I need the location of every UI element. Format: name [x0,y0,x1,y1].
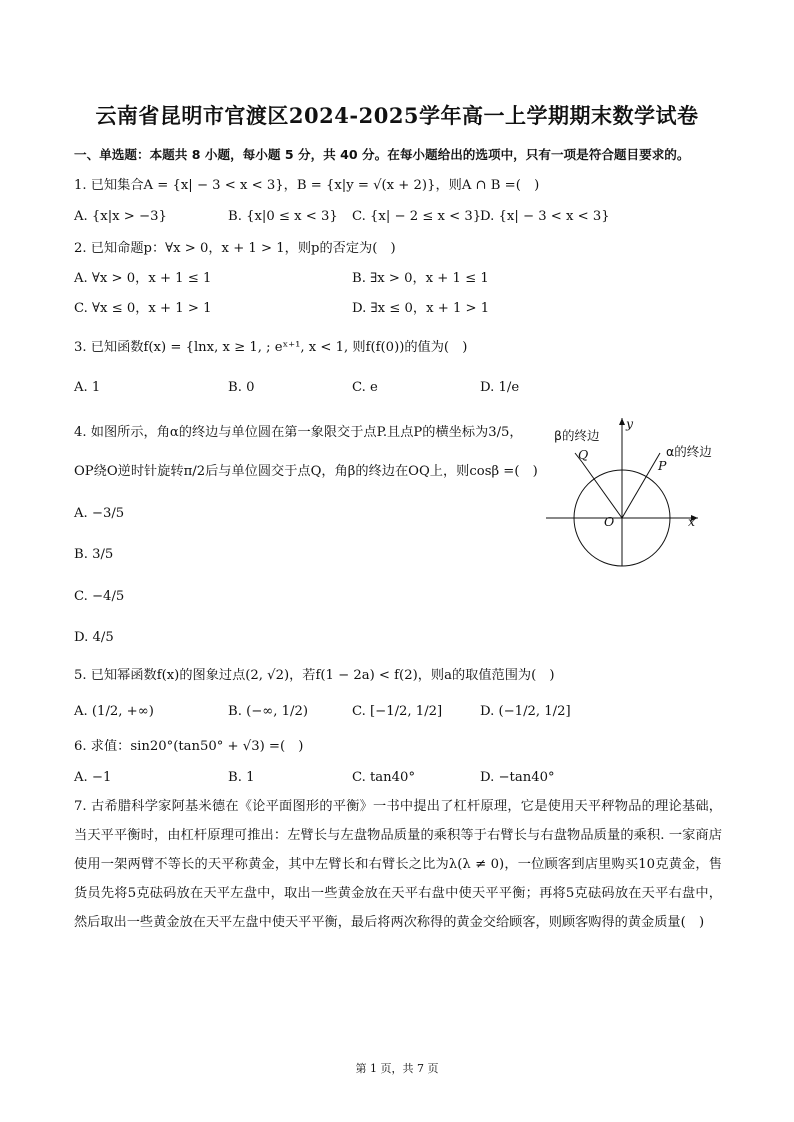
question-3-stem: 3. 已知函数f(x) = {lnx, x ≥ 1, ; eˣ⁺¹, x < 1, 则f(f(0))的值为( ) [74,340,468,355]
question-5-option-b[interactable]: B. (−∞, 1/2) [228,704,309,719]
question-2-option-d[interactable]: D. ∃x ≤ 0，x + 1 > 1 [352,301,490,316]
question-6-stem: 6. 求值：sin20°(tan50° + √3) =( ) [74,739,304,754]
question-4-stem-line1: 4. 如图所示，角α的终边与单位圆在第一象限交于点P.且点P的横坐标为3/5， [74,425,523,440]
label-alpha-terminal: α的终边 [666,444,712,459]
label-point-q: Q [578,447,589,462]
question-3-option-b[interactable]: B. 0 [228,380,255,395]
label-origin: O [604,514,615,529]
question-3-option-d[interactable]: D. 1/e [480,380,520,395]
question-2-option-b[interactable]: B. ∃x > 0，x + 1 ≤ 1 [352,271,489,286]
question-1-option-c[interactable]: C. {x| − 2 ≤ x < 3} [352,209,482,224]
question-6-option-a[interactable]: A. −1 [74,770,112,785]
question-3-option-c[interactable]: C. e [352,380,378,395]
question-2-stem: 2. 已知命题p：∀x > 0，x + 1 > 1，则p的否定为( ) [74,241,396,256]
question-5-option-d[interactable]: D. (−1/2, 1/2] [480,704,571,719]
question-1-option-d[interactable]: D. {x| − 3 < x < 3} [480,209,610,224]
question-1-option-b[interactable]: B. {x|0 ≤ x < 3} [228,209,338,224]
question-6-option-c[interactable]: C. tan40° [352,770,416,785]
question-5-option-a[interactable]: A. (1/2, +∞) [74,704,154,719]
unit-circle-diagram [540,408,720,568]
label-point-p: P [658,458,667,473]
question-1-option-a[interactable]: A. {x|x > −3} [74,209,167,224]
question-2-option-c[interactable]: C. ∀x ≤ 0，x + 1 > 1 [74,301,212,316]
label-x-axis: x [688,514,696,529]
question-7-text: 7. 古希腊科学家阿基米德在《论平面图形的平衡》一书中提出了杠杆原理，它是使用天平秤物品的理论基础，当天平平衡时，由杠杆原理可推出：左臂长与左盘物品质量的乘积等于右臂长与右盘物品质量的乘积. 一家商店使用一架两臂不等长的天平称黄金，其中左臂长和右臂长之比为λ(λ ≠ 0)，一位顾客到店里购买10克黄金，售货员先将5克砝码放在天平左盘中，取出一些黄金放在天平右盘中使天平平衡；再将5克砝码放在天平右盘中，然后取出一些黄金放在天平左盘中使天平平衡，最后将两次称得的黄金交给顾客，则顾客购得的黄金质量( ) [74,799,722,930]
question-2-option-a[interactable]: A. ∀x > 0，x + 1 ≤ 1 [74,271,212,286]
question-5-option-c[interactable]: C. [−1/2, 1/2] [352,704,443,719]
question-4-option-d[interactable]: D. 4/5 [74,630,114,645]
section-heading: 一、单选题：本题共 8 小题，每小题 5 分，共 40 分。在每小题给出的选项中，只有一项是符合题目要求的。 [74,147,690,162]
question-6-option-d[interactable]: D. −tan40° [480,770,555,785]
exam-title: 云南省昆明市官渡区2024-2025学年高一上学期期末数学试卷 [95,103,699,128]
ray-op [622,453,660,518]
question-4-stem-line2: OP绕O逆时针旋转π/2后与单位圆交于点Q，角β的终边在OQ上，则cosβ =( ) [74,464,538,479]
label-y-axis: y [626,416,634,431]
page-footer: 第 1 页，共 7 页 [355,1062,439,1075]
question-6-option-b[interactable]: B. 1 [228,770,255,785]
question-4-option-a[interactable]: A. −3/5 [74,506,125,521]
question-4-option-c[interactable]: C. −4/5 [74,589,125,604]
question-3-option-a[interactable]: A. 1 [74,380,101,395]
y-axis-arrow [619,418,625,425]
question-4-option-b[interactable]: B. 3/5 [74,547,114,562]
question-1-stem: 1. 已知集合A = {x| − 3 < x < 3}，B = {x|y = √(x + 2)}，则A ∩ B =( ) [74,178,540,193]
question-5-stem: 5. 已知幂函数f(x)的图象过点(2, √2)，若f(1 − 2a) < f(2)，则a的取值范围为( ) [74,668,555,683]
label-beta-terminal: β的终边 [554,428,600,443]
